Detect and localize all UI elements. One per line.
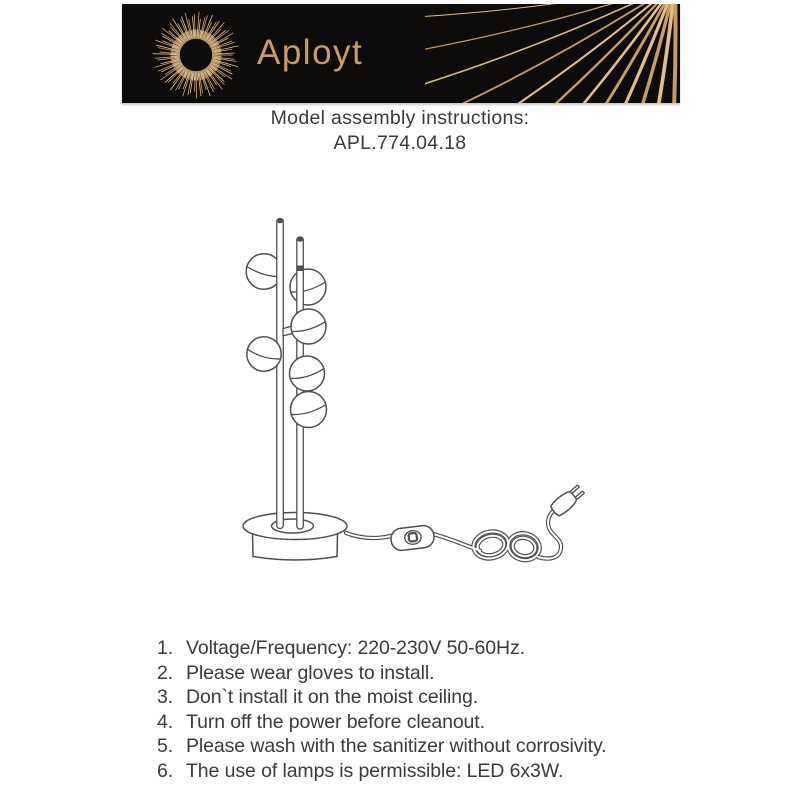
lamp-shade xyxy=(291,309,326,344)
lamp-pole-left xyxy=(277,219,284,529)
lamp-shade xyxy=(290,356,325,391)
instruction-item xyxy=(157,759,697,784)
instructions-list xyxy=(157,636,697,783)
instruction-item xyxy=(157,661,697,686)
assembly-diagram xyxy=(200,205,620,585)
instruction-item xyxy=(157,710,697,735)
instruction-item xyxy=(157,685,697,710)
brand-wordmark: Aployt xyxy=(257,32,364,72)
heading-line2-model-code: APL.774.04.18 xyxy=(333,131,467,154)
instruction-number: 6. xyxy=(157,759,174,782)
inline-switch xyxy=(390,524,435,551)
lamp-shade xyxy=(247,337,281,371)
instruction-number: 4. xyxy=(157,710,174,733)
lamp-base xyxy=(243,513,347,561)
instruction-item xyxy=(157,636,697,661)
power-plug xyxy=(549,483,586,518)
lamp-shade xyxy=(290,269,326,305)
instruction-text: Turn off the power before cleanout. xyxy=(186,710,485,733)
lamp-shade xyxy=(291,392,327,428)
instruction-number: 5. xyxy=(157,735,174,757)
brand-banner xyxy=(122,4,680,103)
corner-rays-decoration xyxy=(425,4,680,103)
instruction-number: 2. xyxy=(157,661,174,684)
lamp-shades-front xyxy=(247,309,327,428)
instruction-text: Don`t install it on the moist ceiling. xyxy=(186,686,479,708)
instruction-text: The use of lamps is permissible: LED 6x3W. xyxy=(186,759,564,782)
instruction-text: Please wear gloves to install. xyxy=(186,661,435,684)
lamp-shades-behind xyxy=(246,254,326,305)
instruction-number: 1. xyxy=(157,637,174,659)
instruction-text: Voltage/Frequency: 220-230V 50-60Hz. xyxy=(186,637,525,659)
page-heading xyxy=(0,106,800,155)
heading-line1: Model assembly instructions: xyxy=(270,107,530,129)
starburst-logo-icon xyxy=(152,11,240,99)
power-cord xyxy=(346,510,561,564)
instruction-item xyxy=(157,734,697,759)
instruction-text: Please wash with the sanitizer without corrosivity. xyxy=(186,735,607,757)
instruction-number: 3. xyxy=(157,686,174,708)
